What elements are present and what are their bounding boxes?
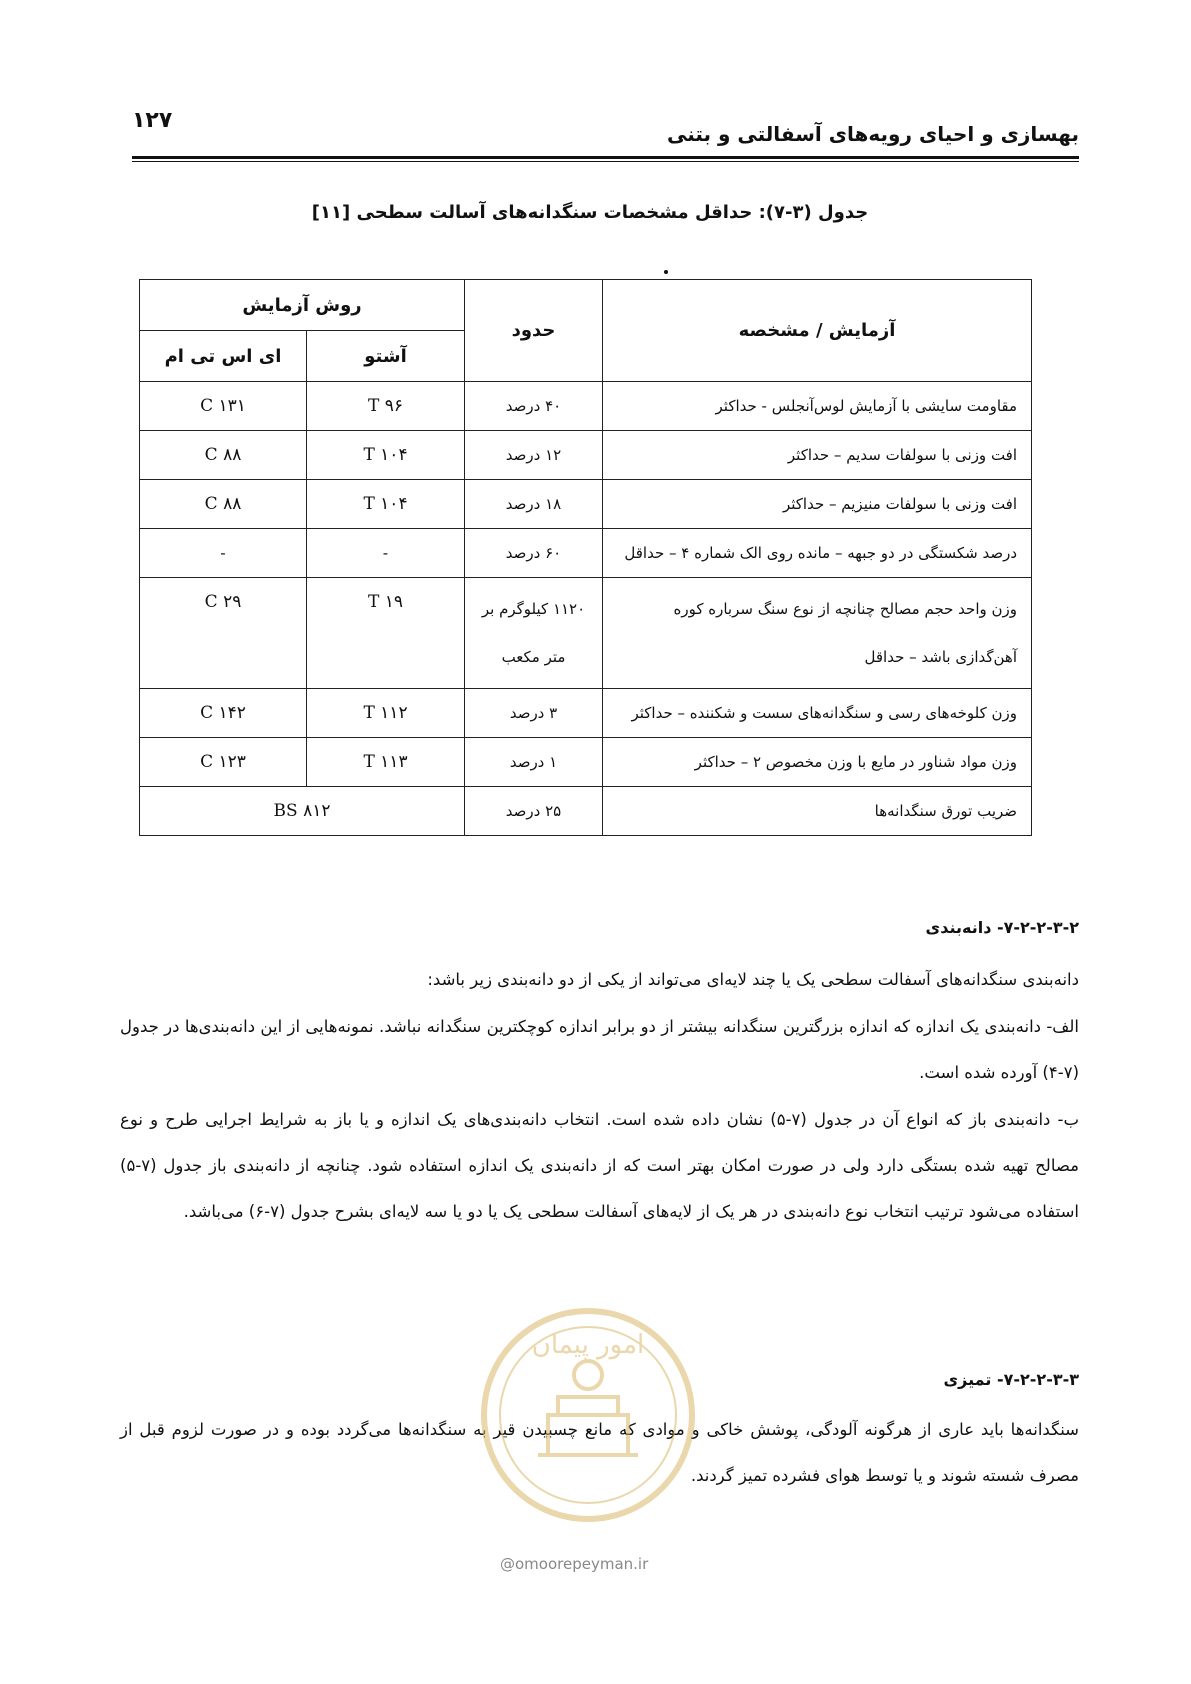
cell-astm: C ۱۲۳ — [140, 738, 307, 787]
cell-limit: ۶۰ درصد — [465, 529, 603, 578]
cell-aashto: T ۱۹ — [307, 578, 465, 689]
table-row — [140, 382, 1032, 431]
header-aashto: آشتو — [307, 331, 465, 382]
table-row — [140, 787, 1032, 836]
cell-limit: ۲۵ درصد — [465, 787, 603, 836]
cell-astm: - — [140, 529, 307, 578]
cell-property: مقاومت سایشی با آزمایش لوس‌آنجلس - حداکثر — [603, 382, 1032, 431]
cell-limit: ۱۸ درصد — [465, 480, 603, 529]
paragraph: دانه‌بندی سنگدانه‌های آسفالت سطحی یک یا چند لایه‌ای می‌تواند از یکی از دو دانه‌بندی زیر باشد: — [427, 970, 1079, 989]
cell-astm: C ۸۸ — [140, 480, 307, 529]
watermark-seal — [478, 1305, 698, 1525]
cell-aashto: T ۱۰۴ — [307, 480, 465, 529]
cell-property: افت وزنی با سولفات سدیم – حداکثر — [603, 431, 1032, 480]
cell-limit: ۱۲ درصد — [465, 431, 603, 480]
cell-property: ضریب تورق سنگدانه‌ها — [603, 787, 1032, 836]
cell-property: افت وزنی با سولفات منیزیم – حداکثر — [603, 480, 1032, 529]
cell-aashto: T ۹۶ — [307, 382, 465, 431]
cell-limit: ۱ درصد — [465, 738, 603, 787]
table-row — [140, 738, 1032, 787]
cell-aashto: T ۱۱۲ — [307, 689, 465, 738]
cell-limit-line1: ۱۱۲۰ کیلوگرم بر — [481, 600, 586, 618]
running-title: بهسازی و احیای رویه‌های آسفالتی و بتنی — [666, 122, 1079, 146]
aggregate-spec-table — [139, 279, 1032, 836]
cell-limit — [465, 578, 603, 689]
paragraph: سنگدانه‌ها باید عاری از هرگونه آلودگی، پوشش خاکی و موادی که مانع چسبیدن قیر به سنگدانه‌ها می‌گردد بوده و در صورت لزوم قبل از مصرف شسته شوند و یا توسط هوای فشرده تمیز گردند. — [120, 1420, 1079, 1485]
cell-aashto: T ۱۰۴ — [307, 431, 465, 480]
header-limit: حدود — [465, 280, 603, 382]
watermark-seal-text: امور پیمان — [531, 1330, 645, 1360]
cell-method-combined: BS ۸۱۲ — [140, 787, 465, 836]
table-row — [140, 431, 1032, 480]
cell-property-line2: آهن‌گدازی باشد – حداقل — [864, 648, 1018, 666]
cell-aashto: - — [307, 529, 465, 578]
watermark-url: @omoorepeyman.ir — [500, 1555, 649, 1573]
page-number: ۱۲۷ — [132, 108, 173, 133]
cell-limit: ۳ درصد — [465, 689, 603, 738]
table-row — [140, 689, 1032, 738]
table-caption: جدول (۳-۷): حداقل مشخصات سنگدانه‌های آسالت سطحی [۱۱] — [311, 202, 869, 223]
cell-astm: C ۱۴۲ — [140, 689, 307, 738]
table-row — [140, 480, 1032, 529]
cell-astm: C ۲۹ — [140, 578, 307, 689]
cell-limit-line2: متر مکعب — [501, 648, 566, 666]
section-heading-cleanliness: ۷-۲-۲-۳-۳- تمیزی — [943, 1370, 1079, 1389]
cell-astm: C ۱۳۱ — [140, 382, 307, 431]
header-property: آزمایش / مشخصه — [603, 280, 1032, 382]
cell-property-line1: وزن واحد حجم مصالح چنانچه از نوع سنگ سرباره کوره — [673, 600, 1018, 618]
header-astm: ای اس تی ام — [140, 331, 307, 382]
header-rule-thin — [132, 161, 1079, 162]
header-method: روش آزمایش — [140, 280, 465, 331]
stray-dot — [664, 270, 668, 274]
cell-astm: C ۸۸ — [140, 431, 307, 480]
paragraph: ب- دانه‌بندی باز که انواع آن در جدول (۷-۵) نشان داده شده است. انتخاب دانه‌بندی‌های یک اندازه و یا باز به شرایط اجرایی طرح و نوع مصالح تهیه شده بستگی دارد ولی در صورت امکان بهتر است که از دانه‌بندی یک اندازه استفاده شود. چنانچه از دانه‌بندی باز جدول (۷-۵) استفاده می‌شود ترتیب انتخاب نوع دانه‌بندی در هر یک از لایه‌های آسفالت سطحی یک یا دو یا سه لایه‌ای بشرح جدول (۷-۶) می‌باشد. — [120, 1110, 1080, 1221]
header-rule — [132, 156, 1079, 159]
paragraph: الف- دانه‌بندی یک اندازه که اندازه بزرگترین سنگدانه بیشتر از دو برابر اندازه کوچکترین سنگدانه نباشد. نمونه‌هایی از این دانه‌بندی‌ها در جدول (۷-۴) آورده شده است. — [120, 1017, 1079, 1082]
cell-aashto: T ۱۱۳ — [307, 738, 465, 787]
cell-property: وزن کلوخه‌های رسی و سنگدانه‌های سست و شکننده – حداکثر — [603, 689, 1032, 738]
cell-property: وزن مواد شناور در مایع با وزن مخصوص ۲ – حداکثر — [603, 738, 1032, 787]
table-row — [140, 578, 1032, 689]
cell-property: درصد شکستگی در دو جبهه – مانده روی الک شماره ۴ – حداقل — [603, 529, 1032, 578]
section-heading-grading: ۷-۲-۲-۳-۲- دانه‌بندی — [925, 918, 1079, 937]
cell-property — [603, 578, 1032, 689]
table-row — [140, 529, 1032, 578]
cell-limit: ۴۰ درصد — [465, 382, 603, 431]
